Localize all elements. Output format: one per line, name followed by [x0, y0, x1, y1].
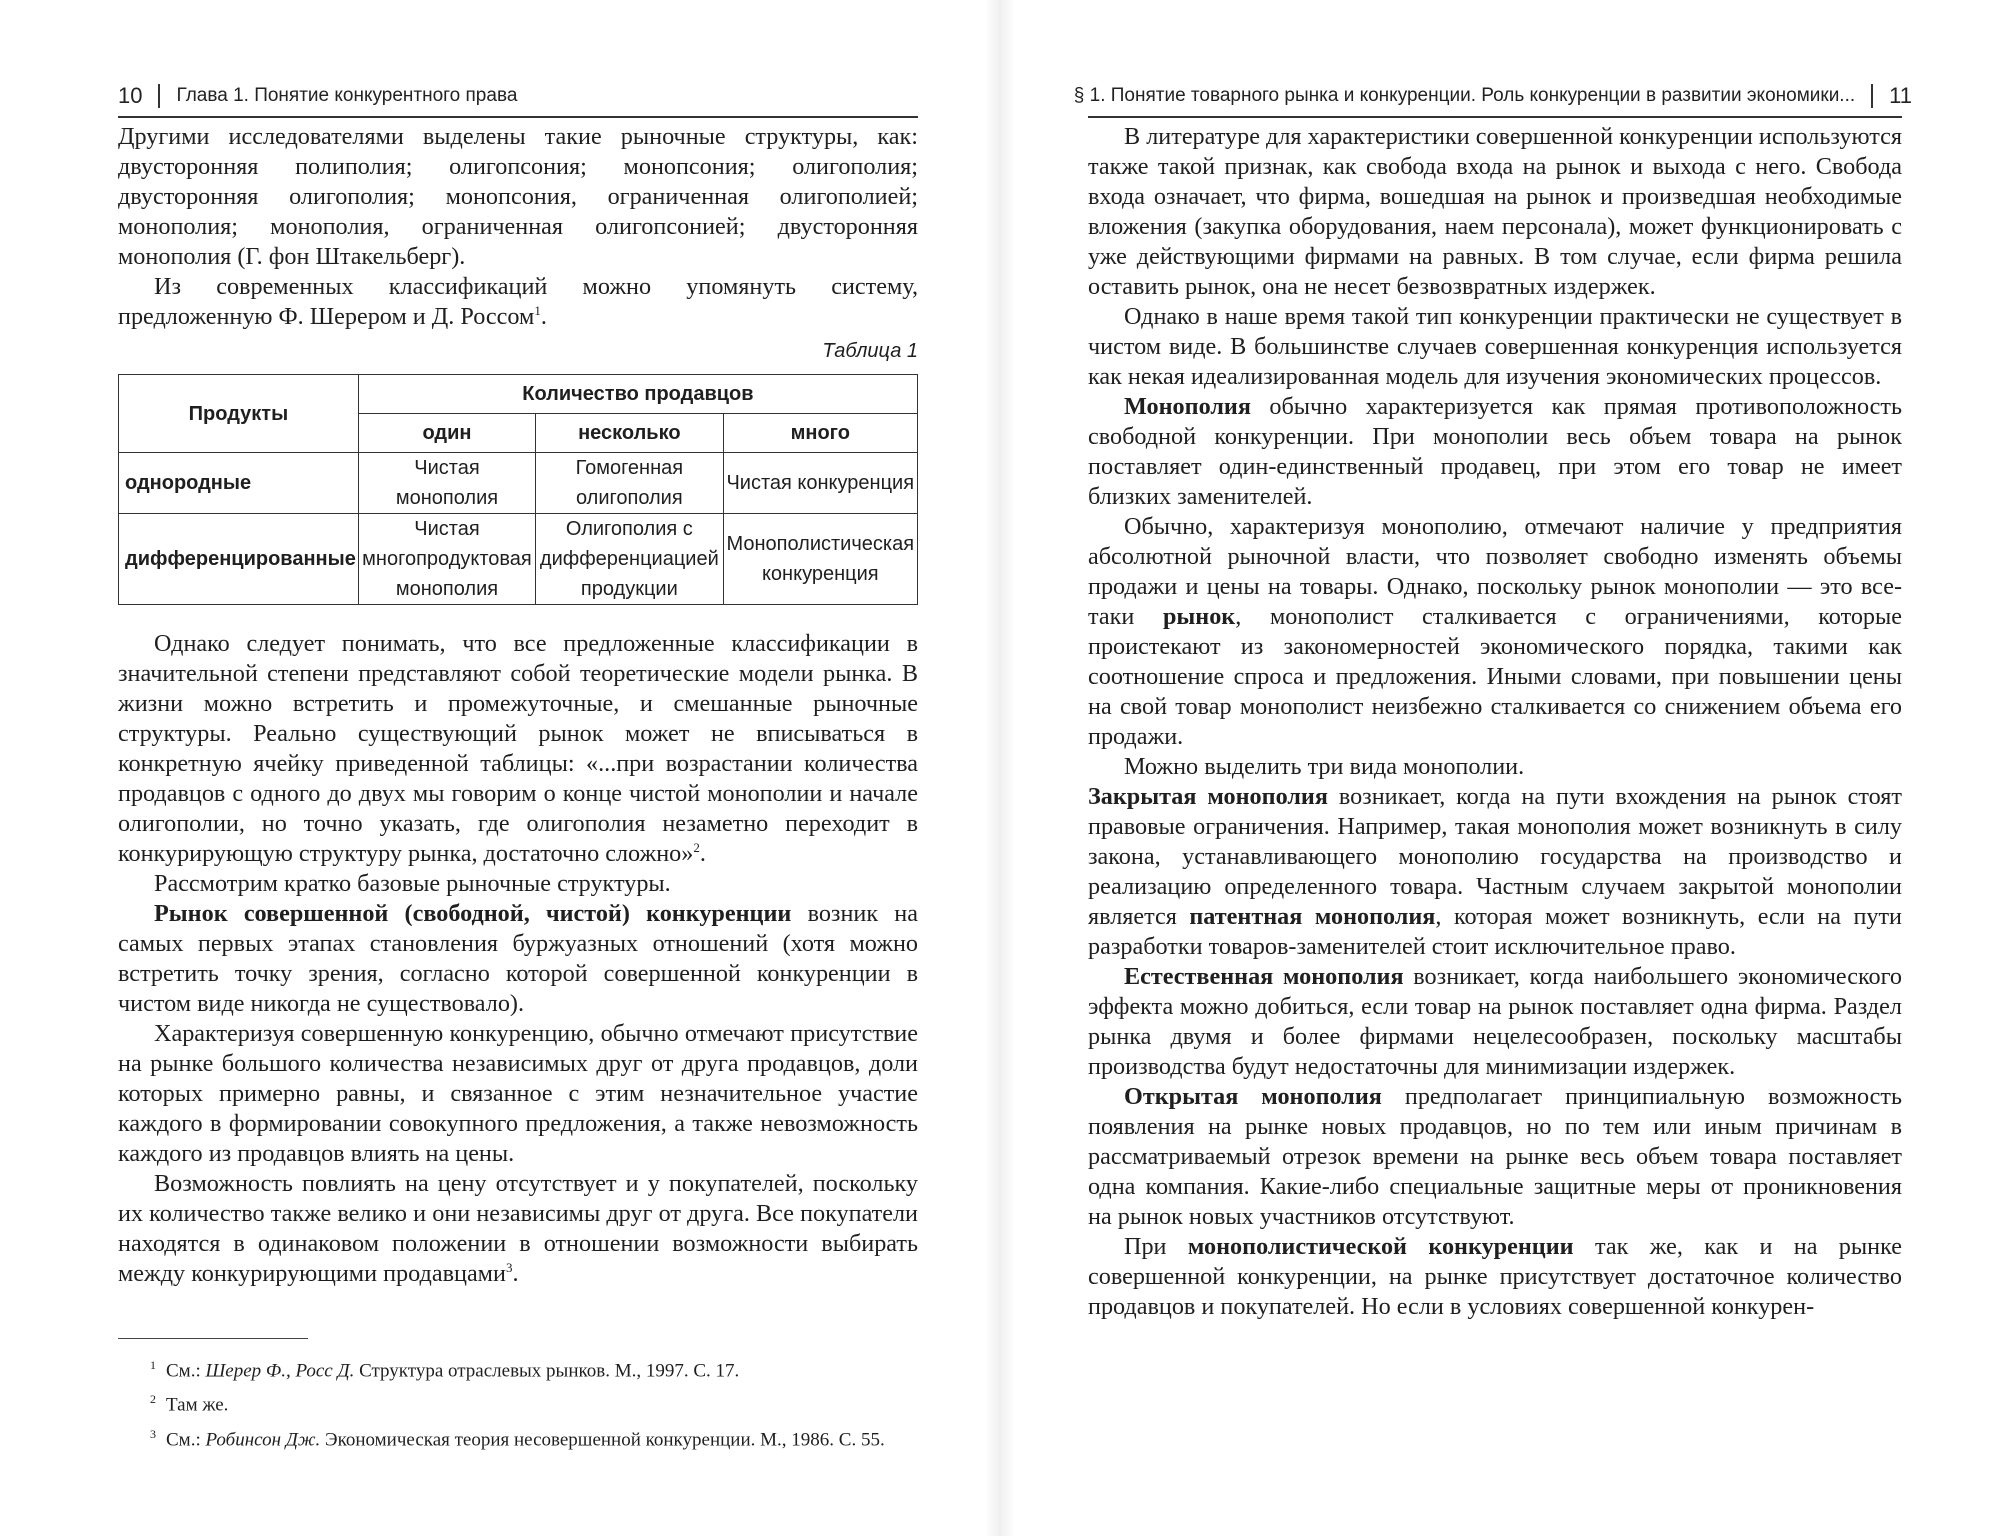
- term-open-monopoly: Открытая монополия: [1124, 1083, 1382, 1110]
- market-structure-table: [118, 374, 918, 605]
- left-text-block: [118, 122, 918, 1289]
- running-head-divider: [158, 84, 160, 108]
- table-header-products: Продукты: [119, 375, 359, 453]
- table-col-many: много: [723, 414, 917, 453]
- table-row: [119, 453, 918, 514]
- paragraph: В литературе для характеристики совершенной конкуренции используются также такой признак, как свобода входа на рынок и выхода с него. Свобода входа означает, что фирма, вошедшая на рынок и произведшая необходимые вложения (закупка оборудования, наем персонала), может функционировать с уже действующими фирмами на равных. В том случае, если фирма решила оставить рынок, она не несет безвозвратных издержек.: [1088, 123, 1902, 300]
- paragraph: Из современных классификаций можно упомянуть систему, предложенную Ф. Шерером и Д. Россом$^1$.: [118, 273, 918, 330]
- running-head-divider: [1871, 84, 1873, 108]
- paragraph: Монополия обычно характеризуется как прямая противоположность свободной конкуренции. При монополии весь объем товара на рынок поставляет один-единственный продавец, при этом его товар не имеет близких заменителей.: [1088, 393, 1902, 510]
- right-page-number: 11: [1889, 83, 1912, 108]
- paragraph: Закрытая монополия возникает, когда на пути вхождения на рынок стоят правовые ограничения. Например, такая монополия может возникнуть в силу закона, устанавливающего монополию государства на производство и реализацию определенного товара. Частным случаем закрытой монополии является патентная монополия, которая может возникнуть, если на пути разработки товаров-заменителей стоит исключительное право.: [1088, 783, 1902, 960]
- paragraph: Открытая монополия предполагает принципиальную возможность появления на рынке новых продавцов, но по тем или иным причинам в рассматриваемый отрезок времени на рынке весь объем товара поставляет одна компания. Какие-либо специальные защитные меры от проникновения на рынок новых участников отсутствуют.: [1088, 1083, 1902, 1230]
- paragraph: Обычно, характеризуя монополию, отмечают наличие у предприятия абсолютной рыночной власти, что позволяет свободно изменять объемы продажи и цены на товары. Однако, поскольку рынок монополии — это все-таки рынок, монополист сталкивается с ограничениями, которые проистекают из закономерностей экономического порядка, такими как соотношение спроса и предложения. Иными словами, при повышении цены на свой товар монополист неизбежно сталкивается со снижением объема его продажи.: [1088, 513, 1902, 750]
- table-row: [119, 514, 918, 605]
- table-cell: Олигополия с дифференциацией продукции: [536, 514, 723, 605]
- right-running-head: [1074, 80, 1912, 112]
- left-running-title: Глава 1. Понятие конкурентного права: [176, 85, 518, 106]
- left-page-number: 10: [118, 83, 143, 108]
- paragraph: Возможность повлиять на цену отсутствует и у покупателей, поскольку их количество также велико и они независимы друг от друга. Все покупатели находятся в одинаковом положении в отношении возможности выбирать между конкурирующими продавцами$^3$.: [118, 1170, 918, 1287]
- table-cell: Гомогенная олигополия: [536, 453, 723, 514]
- paragraph: При монополистической конкуренции так же, как и на рынке совершенной конкуренции, на рынке присутствует достаточное количество продавцов и покупателей. Но если в условиях совершенной конкурен-: [1088, 1233, 1902, 1320]
- footnote-rule: [118, 1338, 308, 1339]
- right-header-rule: [1088, 116, 1902, 118]
- paragraph: Характеризуя совершенную конкуренцию, обычно отмечают присутствие на рынке большого количества независимых друг от друга продавцов, доли которых примерно равны, и связанное с этим незначительное участие каждого в формировании совокупного предложения, а также невозможность каждого из продавцов влиять на цены.: [118, 1020, 918, 1167]
- paragraph: Однако следует понимать, что все предложенные классификации в значительной степени представляют собой теоретические модели рынка. В жизни можно встретить и промежуточные, и смешанные рыночные структуры. Реально существующий рынок может не вписываться в конкретную ячейку приведенной таблицы: «...при возрастании количества продавцов с одного до двух мы говорим о конце чистой монополии и начале олигополии, но точно указать, где олигополия незаметно переходит в конкурирующую структуру рынка, достаточно сложно»$^2$.: [118, 630, 918, 867]
- table-row-label: дифференцированные: [119, 514, 359, 605]
- left-running-head: [118, 80, 517, 112]
- footnote: $^1$ См.: Шерер Ф., Росс Д. Структура отраслевых рынков. М., 1997. С. 17.: [150, 1358, 740, 1382]
- term-monopolistic-competition: монополистической конкуренции: [1187, 1233, 1574, 1260]
- footnote-ref: 3: [505, 1259, 513, 1275]
- term-perfect-competition: Рынок совершенной (свободной, чистой) конкуренции: [154, 900, 792, 927]
- right-page: [1000, 0, 2000, 1536]
- left-header-rule: [118, 116, 918, 118]
- table-cell: Чистая монополия: [358, 453, 535, 514]
- table-row-label: однородные: [119, 453, 359, 514]
- table-header-sellers: Количество продавцов: [358, 375, 917, 414]
- term-monopoly: Монополия: [1124, 393, 1251, 420]
- footnote-ref: 1: [534, 302, 541, 318]
- table-col-one: один: [358, 414, 535, 453]
- term-patent-monopoly: патентная монополия: [1189, 903, 1436, 930]
- table-cell: Чистая конкуренция: [723, 453, 917, 514]
- right-running-title: § 1. Понятие товарного рынка и конкуренции. Роль конкуренции в развитии экономики...: [1073, 85, 1856, 106]
- footnotes: [118, 1338, 918, 1454]
- table-cell: Чистая многопродуктовая монополия: [358, 514, 535, 605]
- term-market: рынок: [1162, 603, 1236, 630]
- table-cell: Монополистическая конкуренция: [723, 514, 917, 605]
- paragraph: Другими исследователями выделены такие рыночные структуры, как: двусторонняя полиполия; олигопсония; монопсония; олигополия; двусторонняя олигополия; монопсония, ограниченная олигополией; монополия; монополия, ограниченная олигопсонией; двусторонняя монополия (Г. фон Штакельберг).: [118, 123, 918, 270]
- paragraph: Рассмотрим кратко базовые рыночные структуры.: [154, 870, 671, 897]
- table-col-several: несколько: [536, 414, 723, 453]
- term-natural-monopoly: Естественная монополия: [1124, 963, 1404, 990]
- paragraph: Можно выделить три вида монополии.: [1124, 753, 1525, 780]
- paragraph: Рынок совершенной (свободной, чистой) конкуренции возник на самых первых этапах становления буржуазных отношений (хотя можно встретить точку зрения, согласно которой совершенной конкуренции в чистом виде никогда не существовало).: [118, 900, 918, 1017]
- term-closed-monopoly: Закрытая монополия: [1088, 783, 1328, 810]
- footnote: $^2$ Там же.: [150, 1392, 229, 1416]
- footnote-ref: 2: [693, 839, 700, 855]
- paragraph: Однако в наше время такой тип конкуренции практически не существует в чистом виде. В большинстве случаев совершенная конкуренция используется как некая идеализированная модель для изучения экономических процессов.: [1088, 303, 1902, 390]
- right-text-block: [1088, 122, 1902, 1322]
- paragraph: Естественная монополия возникает, когда наибольшего экономического эффекта можно добиться, если товар на рынок поставляет одна фирма. Раздел рынка двумя и более фирмами нецелесообразен, поскольку масштабы производства будут недостаточны для минимизации издержек.: [1088, 963, 1902, 1080]
- table-label: Таблица 1: [822, 340, 918, 362]
- footnote: $^3$ См.: Робинсон Дж. Экономическая теория несовершенной конкуренции. М., 1986. С. 55.: [150, 1426, 885, 1450]
